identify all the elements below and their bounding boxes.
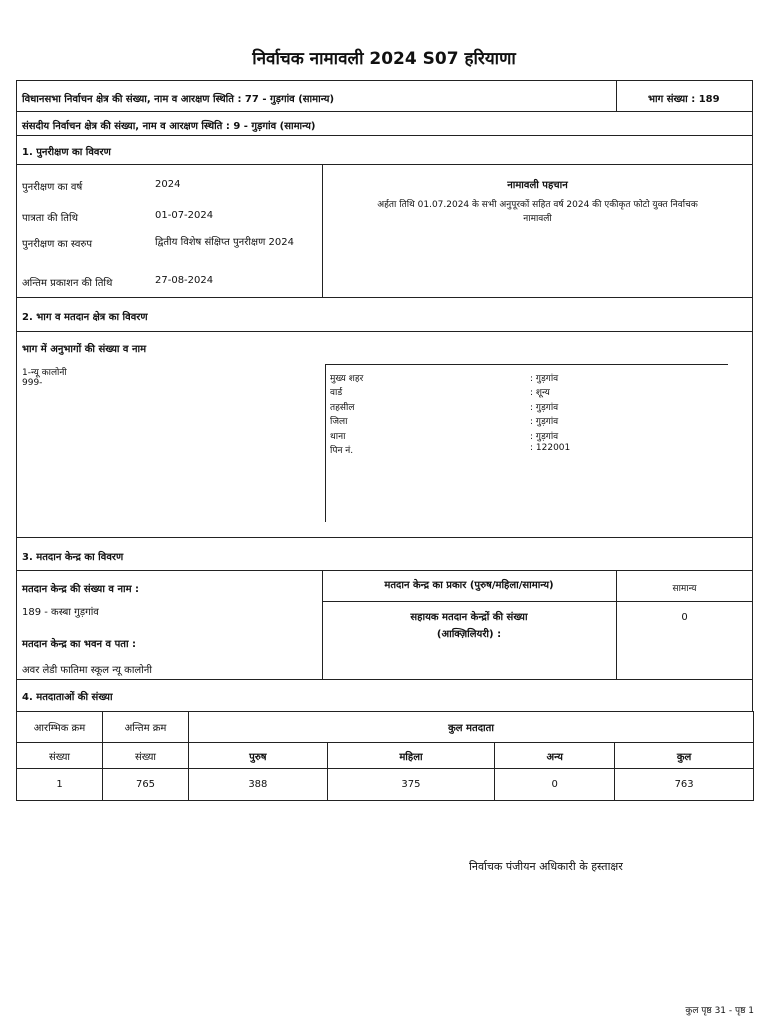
detail-label: तहसील: [330, 403, 355, 413]
detail-label: पिन नं.: [330, 446, 354, 456]
section4-box: [16, 679, 753, 712]
station-label: मतदान केन्द्र की संख्या व नाम :: [22, 584, 140, 595]
page-footer: कुल पृष्ठ 31 - पृष्ठ 1: [685, 1006, 754, 1016]
col-other: अन्य: [495, 743, 615, 769]
revision-type-label: पुनरीक्षण का स्वरुप: [22, 239, 93, 250]
section2-heading: 2. भाग व मतदान क्षेत्र का विवरण: [22, 312, 148, 323]
section-item: 1-न्यू कालोनी: [22, 368, 67, 378]
col-total: कुल: [615, 743, 754, 769]
detail-label: जिला: [330, 417, 348, 427]
aux-stations-label-2: (आक्ज़िलियरी) :: [436, 629, 502, 640]
section2-subheading: भाग में अनुभागों की संख्या व नाम: [22, 344, 147, 355]
detail-value: : गुड़गांव: [530, 432, 559, 442]
section2-box: [16, 297, 753, 538]
revision-year-label: पुनरीक्षण का वर्ष: [22, 182, 83, 193]
eligibility-date-value: 01-07-2024: [155, 210, 214, 221]
part-number: भाग संख्या : 189: [648, 94, 720, 105]
col-female: महिला: [327, 743, 494, 769]
detail-label: वार्ड: [330, 388, 343, 398]
revision-year-value: 2024: [155, 179, 181, 190]
building-value: अवर लेडी फातिमा स्कूल न्यू कालोनी: [22, 665, 152, 676]
col-start-top: आरम्भिक क्रम: [17, 712, 103, 743]
station-type-value: सामान्य: [672, 584, 697, 594]
detail-value: : गुड़गांव: [530, 417, 559, 427]
detail-label: मुख्य शहर: [330, 374, 364, 384]
detail-value: : 122001: [530, 443, 571, 453]
col-end-top: अन्तिम क्रम: [103, 712, 189, 743]
eligibility-date-label: पात्रता की तिथि: [22, 213, 78, 224]
col-total-voters: कुल मतदाता: [189, 712, 754, 743]
female-value: 375: [327, 769, 494, 801]
detail-value: : गुड़गांव: [530, 374, 559, 384]
detail-value: : शून्य: [530, 388, 550, 398]
final-publication-value: 27-08-2024: [155, 275, 214, 286]
section-item: 999-: [22, 378, 43, 388]
total-value: 763: [615, 769, 754, 801]
end-value: 765: [103, 769, 189, 801]
aux-stations-label: सहायक मतदान केन्द्रों की संख्या: [410, 612, 528, 623]
col-start-bottom: संख्या: [17, 743, 103, 769]
detail-label: थाना: [330, 432, 346, 442]
col-male: पुरुष: [189, 743, 328, 769]
building-label: मतदान केन्द्र का भवन व पता :: [22, 639, 137, 650]
page-title: निर्वाचक नामावली 2024 S07 हरियाणा: [252, 49, 516, 69]
voters-table: [16, 711, 754, 801]
detail-value: : गुड़गांव: [530, 403, 559, 413]
aux-stations-value: 0: [681, 612, 688, 623]
revision-type-value: द्वितीय विशेष संक्षिप्त पुनरीक्षण 2024: [155, 237, 294, 248]
section3-heading: 3. मतदान केन्द्र का विवरण: [22, 552, 124, 563]
start-value: 1: [17, 769, 103, 801]
section4-heading: 4. मतदाताओं की संख्या: [22, 692, 113, 703]
final-publication-label: अन्तिम प्रकाशन की तिथि: [22, 278, 113, 289]
section1-heading: 1. पुनरीक्षण का विवरण: [22, 147, 111, 158]
male-value: 388: [189, 769, 328, 801]
station-value: 189 - कस्बा गुड़गांव: [22, 607, 99, 618]
other-value: 0: [495, 769, 615, 801]
roll-id-text-2: नामावली: [523, 214, 552, 224]
signature-label: निर्वाचक पंजीयन अधिकारी के हस्ताक्षर: [469, 860, 623, 873]
parliamentary-constituency: संसदीय निर्वाचन क्षेत्र की संख्या, नाम व आरक्षण स्थिति : 9 - गुड़गांव (सामान्य): [22, 121, 316, 132]
roll-id-heading: नामावली पहचान: [507, 180, 568, 191]
station-type-label: मतदान केन्द्र का प्रकार (पुरुष/महिला/सामान्य): [384, 580, 554, 591]
roll-id-text: अर्हता तिथि 01.07.2024 के सभी अनुपूरकों सहित वर्ष 2024 की एकीकृत फोटो युक्त निर्वाचक: [377, 200, 698, 210]
col-end-bottom: संख्या: [103, 743, 189, 769]
assembly-constituency: विधानसभा निर्वाचन क्षेत्र की संख्या, नाम व आरक्षण स्थिति : 77 - गुड़गांव (सामान्य): [22, 94, 335, 105]
